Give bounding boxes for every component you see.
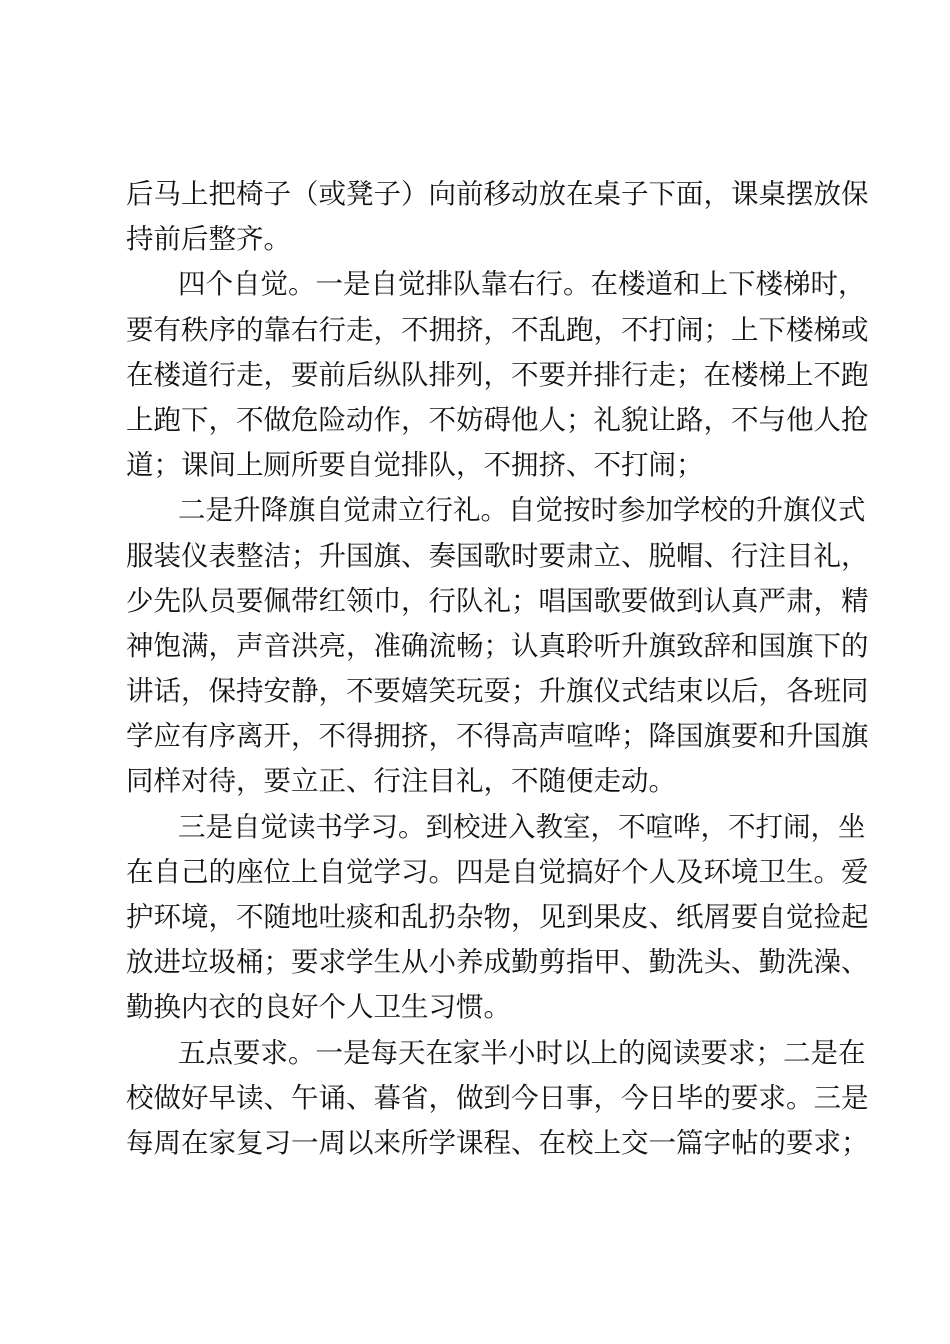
text-line: 每周在家复习一周以来所学课程、在校上交一篇字帖的要求； <box>126 1126 869 1159</box>
text-line: 勤换内衣的良好个人卫生习惯。 <box>126 991 511 1024</box>
text-line: 校做好早读、午诵、暮省，做到今日事，今日毕的要求。三是 <box>126 1081 869 1114</box>
text-line: 同样对待，要立正、行注目礼，不随便走动。 <box>126 765 676 798</box>
text-line: 讲话，保持安静，不要嬉笑玩耍；升旗仪式结束以后，各班同 <box>126 675 869 708</box>
text-line: 放进垃圾桶；要求学生从小养成勤剪指甲、勤洗头、勤洗澡、 <box>126 946 869 979</box>
text-line: 学应有序离开，不得拥挤，不得高声喧哗；降国旗要和升国旗 <box>126 720 869 753</box>
text-line: 五点要求。一是每天在家半小时以上的阅读要求；二是在 <box>178 1036 866 1069</box>
text-line: 四个自觉。一是自觉排队靠右行。在楼道和上下楼梯时， <box>178 268 866 301</box>
text-line: 道；课间上厕所要自觉排队，不拥挤、不打闹； <box>126 449 704 482</box>
text-line: 持前后整齐。 <box>126 223 291 256</box>
text-line: 在自己的座位上自觉学习。四是自觉搞好个人及环境卫生。爱 <box>126 855 869 888</box>
text-line: 少先队员要佩带红领巾，行队礼；唱国歌要做到认真严肃，精 <box>126 584 869 617</box>
text-line: 三是自觉读书学习。到校进入教室，不喧哗，不打闹，坐 <box>178 810 866 843</box>
text-line: 服装仪表整洁；升国旗、奏国歌时要肃立、脱帽、行注目礼， <box>126 539 869 572</box>
text-line: 要有秩序的靠右行走，不拥挤，不乱跑，不打闹；上下楼梯或 <box>126 313 869 346</box>
text-line: 护环境，不随地吐痰和乱扔杂物，见到果皮、纸屑要自觉捡起 <box>126 901 869 933</box>
text-line: 神饱满，声音洪亮，准确流畅；认真聆听升旗致辞和国旗下的 <box>126 629 869 662</box>
text-line: 上跑下，不做危险动作，不妨碍他人；礼貌让路，不与他人抢 <box>126 403 869 436</box>
document-body <box>126 172 869 1166</box>
text-line: 二是升降旗自觉肃立行礼。自觉按时参加学校的升旗仪式 <box>178 494 866 527</box>
text-line: 在楼道行走，要前后纵队排列，不要并排行走；在楼梯上不跑 <box>126 358 869 391</box>
text-line: 后马上把椅子（或凳子）向前移动放在桌子下面，课桌摆放保 <box>126 178 869 210</box>
